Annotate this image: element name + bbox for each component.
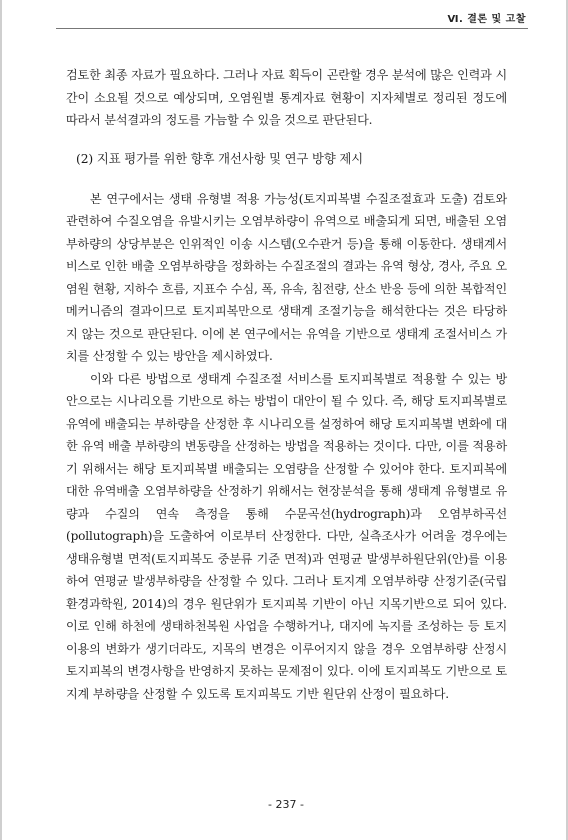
paragraph-1: 검토한 최종 자료가 필요하다. 그러나 자료 획득이 곤란할 경우 분석에 많은 인력과 시간이 소요될 것으로 예상되며, 오염원별 통계자료 현황이 지자체별로 정리된 정도에 따라서 분석결과의 정도를 가늠할 수 있을 것으로 판단된다. [66, 68, 507, 127]
header-rule [56, 28, 528, 29]
page-number: - 237 - [268, 798, 304, 811]
page-content [66, 64, 507, 705]
section-heading: (2) 지표 평가를 위한 향후 개선사항 및 연구 방향 제시 [76, 151, 363, 166]
paragraph-3: 이와 다른 방법으로 생태계 수질조절 서비스를 토지피복별로 적용할 수 있는 방안으로는 시나리오를 기반으로 하는 방법이 대안이 될 수 있다. 즉, 해당 토지피복별로 유역에 배출되는 부하량을 산정한 후 시나리오를 설정하여 해당 토지피복별 변화에 대한 유역 배출 부하량의 변동량을 산정하는 방법을 적용하는 것이다. 다만, 이를 적용하기 위해서는 해당 토지피복별 배출되는 오염량을 산정할 수 있어야 한다. 토지피복에 대한 유역배출 오염부하량을 산정하기 위해서는 현장분석을 통해 생태계 유형별로 유량과 수질의 연속 측정을 통해 수문곡선(hydrograph)과 오염부하곡선(pollutograph)을 도출하여 이로부터 산정한다. 다만, 실측조사가 어려울 경우에는 생태유형별 면적(토지피복도 중분류 기준 면적)과 연평균 발생부하원단위(안)를 이용하여 연평균 발생부하량을 산정할 수 있다. 그러나 토지계 오염부하량 산정기준(국립환경과학원, 2014)의 경우 원단위가 토지피복 기반이 아닌 지목기반으로 되어 있다. 이로 인해 하천에 생태하천복원 사업을 수행하거나, 대지에 녹지를 조성하는 등 토지이용의 변화가 생기더라도, 지목의 변경은 이루어지지 않을 경우 오염부하량 산정시 토지피복의 변경사항을 반영하지 못하는 문제점이 있다. 이에 토지피복도 기반으로 토지계 부하량을 산정할 수 있도록 토지피복도 기반 원단위 산정이 필요하다. [66, 371, 507, 701]
chapter-header: Ⅵ. 결론 및 고찰 [447, 14, 526, 25]
paragraph-2: 본 연구에서는 생태 유형별 적용 가능성(토지피복별 수질조절효과 도출) 검토와 관련하여 수질오염을 유발시키는 오염부하량이 유역으로 배출되게 되면, 배출된 오염부하량의 상당부분은 인위적인 이송 시스템(오수관거 등)을 통해 이동한다. 생태계서비스로 인한 배출 오염부하량을 정화하는 수질조절의 결과는 유역 형상, 경사, 주요 오염원 현황, 지하수 흐름, 지표수 수심, 폭, 유속, 침전량, 산소 반응 등에 의한 복합적인 메커니즘의 결과이므로 토지피복만으로 생태계 조절기능을 해석한다는 것은 타당하지 않는 것으로 판단된다. 이에 본 연구에서는 유역을 기반으로 생태계 조절서비스 가치를 산정할 수 있는 방안을 제시하였다. [66, 191, 507, 363]
